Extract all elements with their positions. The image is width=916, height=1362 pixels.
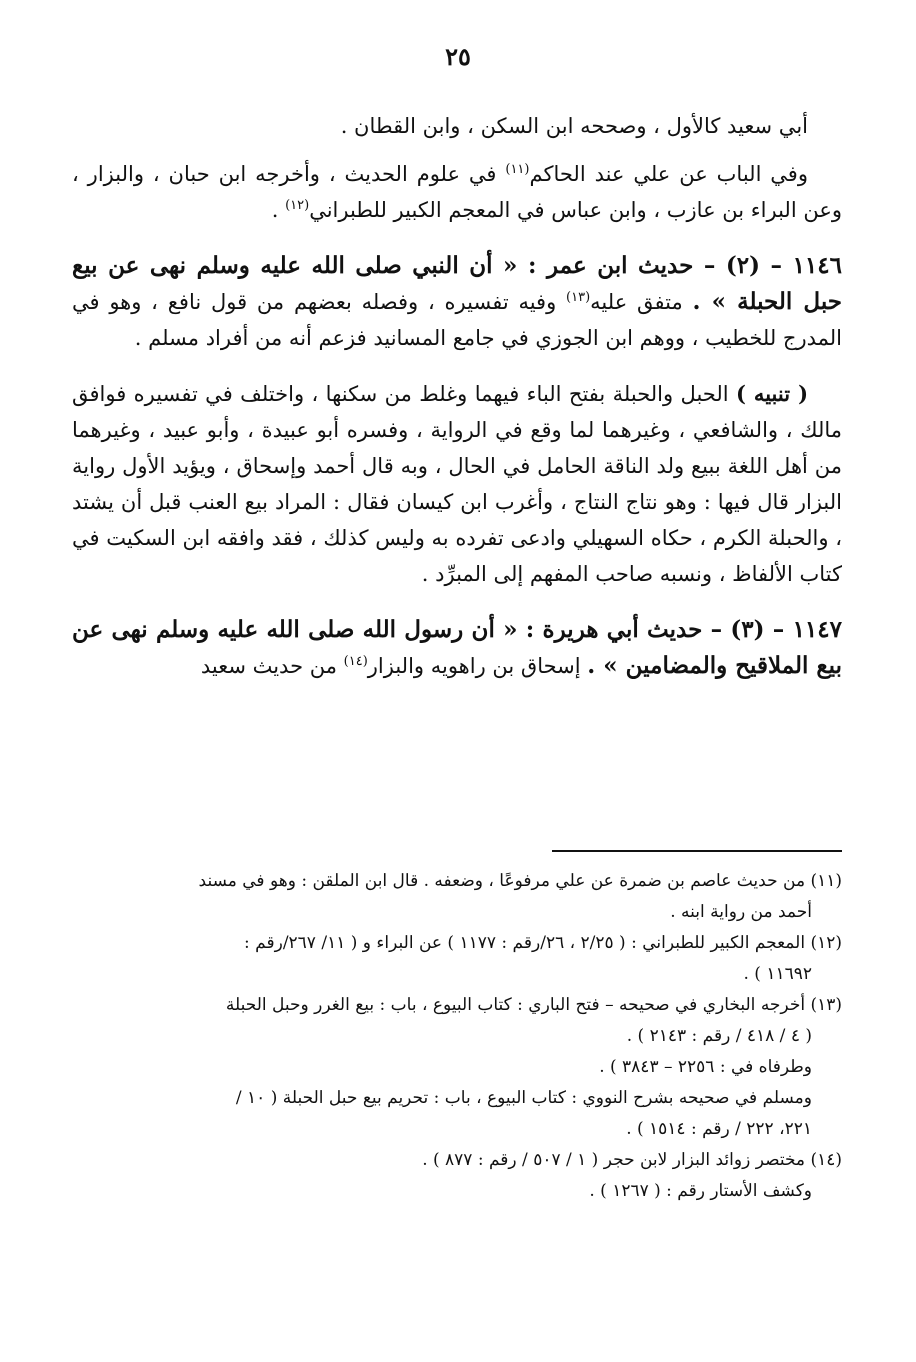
hadith-1147-text-b: من حديث سعيد: [200, 654, 344, 678]
page-number: ٢٥: [445, 42, 471, 71]
hadith-1146-text-a: متفق عليه: [590, 290, 693, 314]
footnote-ref-12[interactable]: (١٢): [285, 198, 310, 213]
hadith-1147: [72, 612, 842, 684]
footnote-13-line-1: أخرجه البخاري في صحيحه – فتح الباري : كتاب البيوع ، باب : بيع الغرر وحبل الحبلة: [225, 995, 811, 1015]
paragraph-1: [72, 108, 842, 144]
footnote-13-line-5: ٢٢١، ٢٢٢ / رقم : ١٥١٤ ) .: [626, 1119, 812, 1139]
paragraph-2-text-c: .: [271, 198, 286, 222]
footnote-13-line-4: ومسلم في صحيحه بشرح النووي : كتاب البيوع ، باب : تحريم بيع حبل الحبلة ( ١٠ /: [235, 1088, 812, 1108]
footnote-12-line-1: المعجم الكبير للطبراني : ( ٢/٢٥ ، ٢٦/رقم : ١١٧٧ ) عن البراء و ( ١١/ ٢٦٧/رقم :: [244, 933, 811, 953]
footnote-12-number: (١٢): [810, 933, 842, 953]
footnote-14-line-2: وكشف الأستار رقم : ( ١٢٦٧ ) .: [589, 1181, 812, 1201]
footnote-13-number: (١٣): [810, 995, 842, 1015]
hadith-1147-text-a: إسحاق بن راهويه والبزار: [367, 654, 588, 678]
footnote-ref-13[interactable]: (١٣): [566, 290, 591, 305]
footnote-14: [72, 1145, 842, 1176]
footnote-ref-11[interactable]: (١١): [505, 162, 530, 177]
footnote-ref-14[interactable]: (١٤): [343, 654, 368, 669]
footnote-13: [72, 990, 842, 1052]
paragraph-2-text-a: وفي الباب عن علي عند الحاكم: [529, 162, 808, 186]
footnote-13-line-3: وطرفاه في : ٢٢٥٦ – ٣٨٤٣ ) .: [599, 1057, 812, 1077]
hadith-1146-title: ١١٤٦ – (٢) – حديث ابن عمر : « أن النبي صلى الله عليه وسلم نهى عن بيع حبل الحبلة » .: [72, 252, 842, 315]
hadith-1146-text-b: وفيه تفسيره ، وفصله بعضهم من قول نافع ، وهو في المدرج للخطيب ، ووهم ابن الجوزي في جامع المسانيد فزعم أنه من أفراد مسلم .: [72, 290, 842, 350]
footnote-11-number: (١١): [810, 871, 842, 891]
tanbih-label: ( تنبيه ): [735, 381, 809, 406]
footnote-11-line-1: من حديث عاصم بن ضمرة عن علي مرفوعًا ، وضعفه . قال ابن الملقن : وهو في مسند: [198, 871, 811, 891]
footnote-13-line-2: ( ٤ / ٤١٨ / رقم : ٢١٤٣ ) .: [626, 1026, 812, 1046]
hadith-1146: [72, 248, 842, 356]
paragraph-2: [72, 156, 842, 228]
footnote-12: [72, 928, 842, 990]
paragraph-1-text: أبي سعيد كالأول ، وصححه ابن السكن ، وابن القطان .: [340, 114, 808, 138]
footnote-11-line-2: أحمد من رواية ابنه .: [670, 902, 812, 922]
footnote-12-line-2: ١١٦٩٢ ) .: [743, 964, 812, 984]
footnote-14-number: (١٤): [810, 1150, 842, 1170]
footnotes-section: [72, 866, 842, 1207]
footnote-14-line-1: مختصر زوائد البزار لابن حجر ( ١ / ٥٠٧ / رقم : ٨٧٧ ) .: [422, 1150, 811, 1170]
footnote-11: [72, 866, 842, 928]
footnote-divider: [552, 850, 842, 852]
main-text: [72, 108, 842, 696]
hadith-1147-title: ١١٤٧ – (٣) – حديث أبي هريرة : « أن رسول الله صلى الله عليه وسلم نهى عن بيع الملاقيح والمضامين » .: [72, 616, 842, 679]
paragraph-2-text-b: في علوم الحديث ، وأخرجه ابن حبان ، والبزار ، وعن البراء بن عازب ، وابن عباس في المعجم الكبير للطبراني: [72, 162, 842, 222]
tanbih-text: الحبل والحبلة بفتح الباء فيهما وغلط من سكنها ، واختلف في تفسيره فوافق مالك ، والشافعي ، وغيرهما لما وقع في الرواية ، وفسره أبو عبيدة ، وأبو عبيد ، وغيرهما من أهل اللغة ببيع ولد الناقة الحامل في الحال ، وبه قال أحمد وإسحاق ، ويؤيد الأول رواية البزار قال فيها : وهو نتاج النتاج ، وأغرب ابن كيسان فقال : المراد بيع العنب قبل أن يشتد ، والحبلة الكرم ، حكاه السهيلي وادعى تفرده به وليس كذلك ، فقد وافقه ابن السكيت في كتاب الألفاظ ، ونسبه صاحب المفهم إلى المبرِّد .: [72, 382, 842, 586]
tanbih-paragraph: [72, 376, 842, 592]
